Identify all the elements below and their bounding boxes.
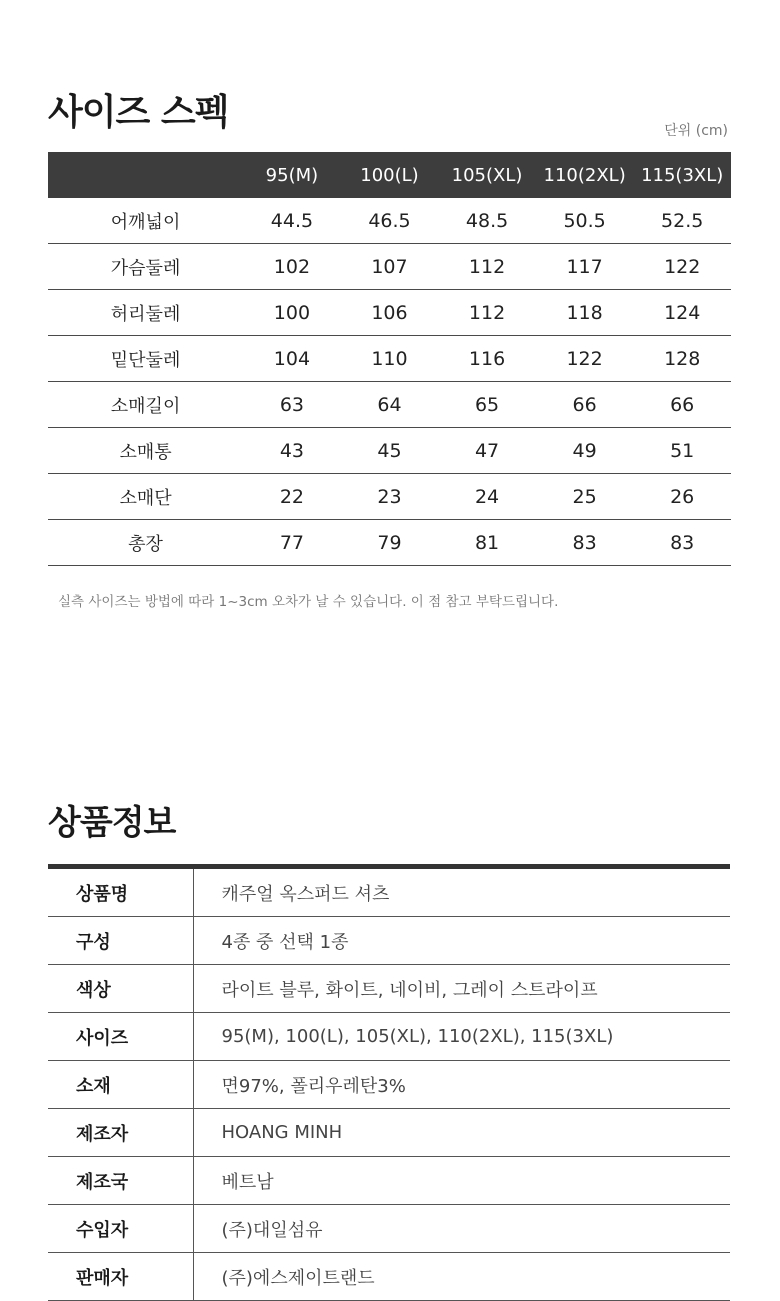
table-cell: 24 <box>438 474 536 520</box>
table-cell: 116 <box>438 336 536 382</box>
row-label: 어깨넓이 <box>48 198 243 244</box>
table-row <box>48 244 731 290</box>
info-value: 캐주얼 옥스퍼드 셔츠 <box>193 867 730 917</box>
table-cell: 122 <box>536 336 634 382</box>
table-cell: 49 <box>536 428 634 474</box>
table-cell: 83 <box>633 520 731 566</box>
row-label: 가슴둘레 <box>48 244 243 290</box>
row-label: 소매길이 <box>48 382 243 428</box>
table-cell: 50.5 <box>536 198 634 244</box>
table-cell: 112 <box>438 244 536 290</box>
table-cell: 23 <box>341 474 439 520</box>
row-label: 총장 <box>48 520 243 566</box>
info-key: 구성 <box>48 917 193 965</box>
table-cell: 51 <box>633 428 731 474</box>
table-row <box>48 428 731 474</box>
table-cell: 77 <box>243 520 341 566</box>
table-cell: 63 <box>243 382 341 428</box>
table-cell: 83 <box>536 520 634 566</box>
table-cell: 65 <box>438 382 536 428</box>
table-cell: 26 <box>633 474 731 520</box>
table-cell: 52.5 <box>633 198 731 244</box>
table-cell: 45 <box>341 428 439 474</box>
info-row <box>48 1205 730 1253</box>
info-value: 95(M), 100(L), 105(XL), 110(2XL), 115(3XL) <box>193 1013 730 1061</box>
table-cell: 81 <box>438 520 536 566</box>
info-row <box>48 1013 730 1061</box>
info-key: 제조자 <box>48 1109 193 1157</box>
info-key: 판매자 <box>48 1253 193 1301</box>
size-spec-table <box>48 152 731 566</box>
header-cell-size: 95(M) <box>243 152 341 198</box>
info-key: 소재 <box>48 1061 193 1109</box>
table-cell: 47 <box>438 428 536 474</box>
table-cell: 43 <box>243 428 341 474</box>
table-cell: 46.5 <box>341 198 439 244</box>
table-cell: 100 <box>243 290 341 336</box>
row-label: 허리둘레 <box>48 290 243 336</box>
info-row <box>48 1157 730 1205</box>
table-cell: 117 <box>536 244 634 290</box>
row-label: 밑단둘레 <box>48 336 243 382</box>
info-key: 수입자 <box>48 1205 193 1253</box>
info-key: 상품명 <box>48 867 193 917</box>
table-cell: 110 <box>341 336 439 382</box>
header-cell-size: 115(3XL) <box>633 152 731 198</box>
table-cell: 128 <box>633 336 731 382</box>
info-row <box>48 917 730 965</box>
table-row <box>48 382 731 428</box>
table-cell: 22 <box>243 474 341 520</box>
info-value: HOANG MINH <box>193 1109 730 1157</box>
table-cell: 44.5 <box>243 198 341 244</box>
table-row <box>48 520 731 566</box>
table-cell: 102 <box>243 244 341 290</box>
info-value: 베트남 <box>193 1157 730 1205</box>
table-row <box>48 336 731 382</box>
measurement-footnote: 실측 사이즈는 방법에 따라 1~3cm 오차가 날 수 있습니다. 이 점 참고 부탁드립니다. <box>58 594 559 610</box>
product-info-title: 상품정보 <box>48 803 176 843</box>
info-row <box>48 1061 730 1109</box>
table-row <box>48 290 731 336</box>
info-value: (주)에스제이트랜드 <box>193 1253 730 1301</box>
table-cell: 107 <box>341 244 439 290</box>
info-row <box>48 1109 730 1157</box>
size-spec-header-row <box>48 152 731 198</box>
header-cell-size: 110(2XL) <box>536 152 634 198</box>
table-cell: 106 <box>341 290 439 336</box>
table-cell: 122 <box>633 244 731 290</box>
info-key: 제조국 <box>48 1157 193 1205</box>
table-cell: 79 <box>341 520 439 566</box>
table-cell: 118 <box>536 290 634 336</box>
size-spec-title: 사이즈 스펙 <box>48 92 229 133</box>
info-value: 면97%, 폴리우레탄3% <box>193 1061 730 1109</box>
header-cell-size: 105(XL) <box>438 152 536 198</box>
table-cell: 25 <box>536 474 634 520</box>
table-cell: 124 <box>633 290 731 336</box>
table-cell: 104 <box>243 336 341 382</box>
table-row <box>48 474 731 520</box>
info-row <box>48 1253 730 1301</box>
header-cell-empty <box>48 152 243 198</box>
info-key: 사이즈 <box>48 1013 193 1061</box>
row-label: 소매통 <box>48 428 243 474</box>
table-row <box>48 198 731 244</box>
info-value: (주)대일섬유 <box>193 1205 730 1253</box>
table-cell: 112 <box>438 290 536 336</box>
table-cell: 64 <box>341 382 439 428</box>
table-cell: 66 <box>536 382 634 428</box>
info-value: 4종 중 선택 1종 <box>193 917 730 965</box>
info-row <box>48 965 730 1013</box>
table-cell: 48.5 <box>438 198 536 244</box>
info-row <box>48 867 730 917</box>
table-cell: 66 <box>633 382 731 428</box>
row-label: 소매단 <box>48 474 243 520</box>
header-cell-size: 100(L) <box>341 152 439 198</box>
info-value: 라이트 블루, 화이트, 네이비, 그레이 스트라이프 <box>193 965 730 1013</box>
info-key: 색상 <box>48 965 193 1013</box>
unit-note: 단위 (cm) <box>664 123 728 139</box>
product-info-table <box>48 864 730 1301</box>
